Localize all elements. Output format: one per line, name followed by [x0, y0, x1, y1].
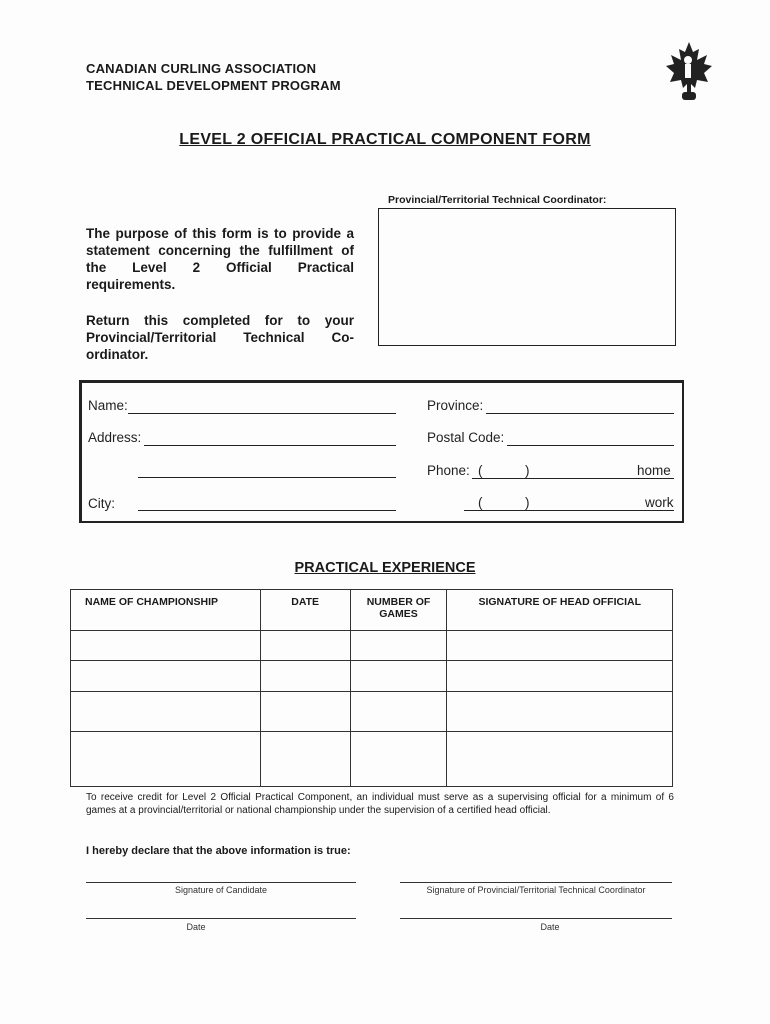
games-cell[interactable]: [350, 692, 447, 732]
candidate-signature-line[interactable]: [86, 882, 356, 883]
signature-cell[interactable]: [447, 631, 673, 661]
work-area-code-open: (: [478, 495, 483, 510]
table-row: [71, 732, 673, 787]
credit-requirement-note: To receive credit for Level 2 Official Practical Component, an individual must serve as a supervising official for a minimum of 6 games at a provincial/territorial or national championship under the supervision of a certified head official.: [86, 792, 674, 816]
coordinator-date-line[interactable]: [400, 918, 672, 919]
coordinator-stamp-box[interactable]: [378, 208, 676, 346]
column-header-signature: SIGNATURE OF HEAD OFFICIAL: [447, 590, 673, 631]
work-phone-label: work: [645, 495, 674, 510]
column-header-games: NUMBER OF GAMES: [350, 590, 447, 631]
signature-cell[interactable]: [447, 661, 673, 692]
work-area-code-close: ): [525, 495, 530, 510]
province-label: Province:: [427, 398, 484, 413]
postal-code-field[interactable]: [507, 445, 674, 446]
practical-experience-table: [70, 589, 673, 787]
championship-cell[interactable]: [71, 661, 261, 692]
coordinator-date-label: Date: [540, 922, 560, 932]
column-header-championship: NAME OF CHAMPIONSHIP: [71, 590, 261, 631]
phone-label: Phone:: [427, 463, 470, 478]
home-area-code-open: (: [478, 463, 483, 478]
candidate-date-label: Date: [186, 922, 206, 932]
coordinator-label: Provincial/Territorial Technical Coordinator:: [388, 194, 607, 206]
form-title: LEVEL 2 OFFICIAL PRACTICAL COMPONENT FORM: [179, 131, 591, 148]
date-cell[interactable]: [260, 732, 350, 787]
games-cell[interactable]: [350, 661, 447, 692]
games-cell[interactable]: [350, 631, 447, 661]
org-line-2: TECHNICAL DEVELOPMENT PROGRAM: [86, 78, 341, 93]
home-phone-label: home: [637, 463, 671, 478]
column-header-date: DATE: [260, 590, 350, 631]
org-line-1: CANADIAN CURLING ASSOCIATION: [86, 61, 317, 76]
championship-cell[interactable]: [71, 732, 261, 787]
date-cell[interactable]: [260, 631, 350, 661]
city-label: City:: [88, 496, 115, 511]
date-cell[interactable]: [260, 692, 350, 732]
address-field-line1[interactable]: [144, 445, 396, 446]
address-field-line2[interactable]: [138, 477, 396, 478]
practical-experience-title: PRACTICAL EXPERIENCE: [294, 560, 476, 576]
name-field[interactable]: [128, 413, 396, 414]
championship-cell[interactable]: [71, 692, 261, 732]
home-phone-field[interactable]: [472, 478, 674, 479]
postal-code-label: Postal Code:: [427, 430, 505, 445]
games-cell[interactable]: [350, 732, 447, 787]
table-row: [71, 661, 673, 692]
table-row: [71, 631, 673, 661]
coordinator-signature-label: Signature of Provincial/Territorial Technical Coordinator: [426, 885, 646, 895]
city-field[interactable]: [138, 510, 396, 511]
date-cell[interactable]: [260, 661, 350, 692]
home-area-code-close: ): [525, 463, 530, 478]
name-label: Name:: [88, 398, 128, 413]
candidate-date-line[interactable]: [86, 918, 356, 919]
organization-name: [86, 60, 341, 94]
signature-cell[interactable]: [447, 732, 673, 787]
work-phone-field[interactable]: [464, 510, 674, 511]
coordinator-signature-line[interactable]: [400, 882, 672, 883]
candidate-signature-label: Signature of Candidate: [174, 885, 268, 895]
table-row: [71, 692, 673, 732]
declaration-text: I hereby declare that the above information is true:: [86, 845, 351, 857]
championship-cell[interactable]: [71, 631, 261, 661]
personal-info-box: [79, 380, 684, 523]
province-field[interactable]: [486, 413, 674, 414]
purpose-paragraph: The purpose of this form is to provide a statement concerning the fulfillment of the Level 2 Official Practical requirements.: [86, 226, 354, 292]
signature-cell[interactable]: [447, 692, 673, 732]
maple-leaf-curler-logo-icon: [664, 40, 714, 106]
return-instructions: Return this completed for to your Provincial/Territorial Technical Co-ordinator.: [86, 313, 354, 362]
address-label: Address:: [88, 430, 142, 445]
table-header-row: [71, 590, 673, 631]
